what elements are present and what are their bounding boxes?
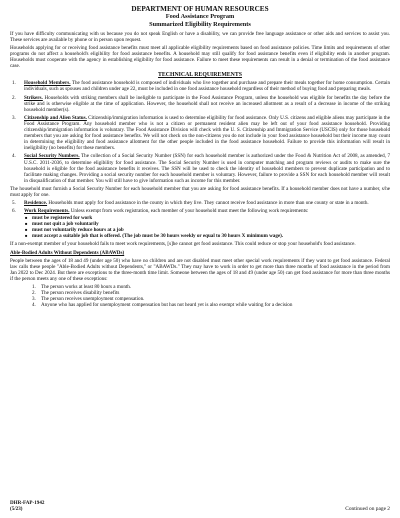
- exceptions-list: [32, 284, 390, 308]
- form-identifier: [10, 500, 44, 512]
- continued-note: Continued on page 2: [345, 505, 390, 512]
- work-requirements-list: [32, 215, 390, 239]
- section-title: TECHNICAL REQUIREMENTS: [158, 72, 242, 79]
- document-title: Summarized Eligibility Requirements: [149, 20, 251, 28]
- requirement-title: Work Requirements.: [24, 208, 70, 215]
- list-item: ■ must not quit a job voluntarily: [32, 221, 390, 227]
- work-note: If a non-exempt member of your household fails to meet work requirements, [s]he cannot get food assistance. This could reduce or stop your household's food assistance.: [10, 240, 356, 247]
- form-number: DHR-FAP-1942: [10, 500, 45, 506]
- requirement-item: 5. Residence. Households must apply for food assistance in the county in which they live. They cannot receive food assistance in more than one county or state in a month.: [12, 200, 369, 207]
- intro-paragraph-language: If you have difficulty communicating with us because you do not speak English or have a disability, we can provide free language assistance or other aids and services to assist you. These services are available by phone or in person upon request.: [10, 30, 390, 43]
- department-name: DEPARTMENT OF HUMAN RESOURCES: [131, 5, 269, 13]
- list-item: 2. The person receives disability benefits: [32, 290, 120, 297]
- document-page: [10, 6, 390, 512]
- page-footer: [10, 500, 390, 512]
- requirement-title: Citizenship and Alien Status.: [24, 115, 87, 122]
- requirement-item: 2. Strikers. Households with striking members shall be ineligible to participate in the Food Assistance Program, unless the household was eligible for benefits the day before the strike and is otherwise eligible at the time of application. However, the household shall not receive an increased allotment as a result of a decrease in income of the striking household member(s).: [12, 94, 390, 113]
- requirement-title: Strikers.: [24, 94, 43, 101]
- abawd-paragraph: People between the ages of 18 and 49 (under age 50) who have no children and are not disabled must meet other special work requirements if they want to get food assistance. Federal law calls these people "Able-Bodied Adults without Dependents," or "ABAWDs." They may have to work in order to get more than three months of food assistance in the period from Jan 2022 to Dec 2024. But there are exceptions to the three-month time limit. Someone between the ages of 18 and 49 (under age 50) can get food assistance for more than three months if the person meets any one of these exceptions:: [10, 257, 390, 282]
- requirement-item: 3. Citizenship and Alien Status. Citizenship/immigration information is used to determine eligibility for food assistance. Only U.S. citizens and eligible aliens may participate in the Food Assistance Program. Any household member who is not a citizen or permanent resident alien may be left out of your food assistance household. Providing citizenship/immigration information is voluntary. The Food Assistance Division will check with the U. S. Citizenship and Immigration Service (USCIS) only for those household members that you are asking for food assistance benefits. We will not check on the non-citizens you do not include in your food assistance household but their income may count in determining the eligibility and food assistance allotment for the other people included in the food assistance household. Failure to provide this information will result in ineligibility (no benefits) for these members.: [12, 115, 390, 152]
- document-header: [10, 6, 390, 28]
- form-date: (5/23): [10, 506, 23, 512]
- requirement-title: Residence.: [24, 200, 48, 207]
- abawd-heading: Able-Bodied Adults Without Dependents (ABAWDs): [10, 249, 125, 256]
- list-item: ■ must accept a suitable job that is offered. (The job must be 30 hours weekly or equal to 30 hours X minimum wage).: [32, 233, 390, 239]
- requirement-title: Social Security Numbers.: [24, 153, 80, 160]
- list-item: 4. Anyone who has applied for unemployment compensation but has not heard yet is also exempt while waiting for a decision: [32, 302, 293, 309]
- list-item: ■ must not voluntarily reduce hours at a job: [32, 227, 390, 233]
- requirement-item: 6. Work Requirements. Unless exempt from work registration, each member of your household must meet the following work requirements:: [12, 208, 309, 215]
- requirement-title: Household Members.: [24, 80, 71, 87]
- list-item: 1. The person works at least 80 hours a month.: [32, 284, 132, 291]
- program-name: Food Assistance Program: [165, 13, 235, 21]
- list-item: 3. The person receives unemployment compensation.: [32, 296, 145, 303]
- ssn-note: The household must furnish a Social Security Number for each household member that you are asking for food assistance benefits. If a household member does not have a number, s/he must apply for one.: [10, 185, 390, 198]
- list-item: ■ must be registered for work: [32, 215, 390, 221]
- requirement-item: 1. Household Members. The food assistance household is composed of individuals who live together and purchase and prepare their meals together for home consumption. Certain individuals, such as spouses and children under age 22, must be included in one food assistance household regardless of their method of buying food and preparing meals.: [12, 80, 390, 93]
- requirement-item: 4. Social Security Numbers. The collection of a Social Security Number (SSN) for each household member is authorized under the Food & Nutrition Act of 2008, as amended, 7 U.S.C. 2011-2036, to determine eligibility for food assistance. The Social Security Number is used in computer matching and program reviews or audits to make sure the household is eligible for the food assistance benefits it receives. The SSN will be used to check the identity of household members to prevent duplicate participation and to facilitate making changes. Providing a social security number for each household member is voluntary. However, failure to provide a SSN for each household member will result in disqualification of that member. You will still have to give information such as income for this member.: [12, 153, 390, 184]
- intro-paragraph-eligibility: Households applying for or receiving food assistance benefits must meet all applicable eligibility requirements based on food assistance policies. Time limits and requirements of other programs do not affect a household's eligibility for food assistance benefits. A household may still qualify for food assistance benefits even if eligibility ends in another program. Households must cooperate with the agency in establishing eligibility for food assistance. Failure to meet these requirements can result in a denial or termination of the food assistance case.: [10, 45, 390, 70]
